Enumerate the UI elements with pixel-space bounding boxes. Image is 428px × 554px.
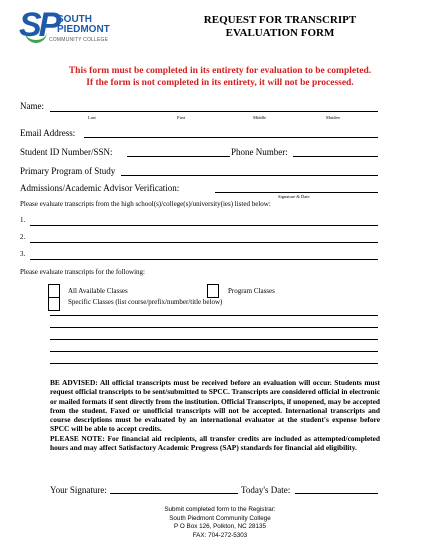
name-part-maiden: Maiden <box>326 115 340 120</box>
warning-line1: This form must be completed in its entirety for evaluation to be completed. <box>68 66 372 76</box>
all-classes-label: All Available Classes <box>68 287 128 295</box>
course-field-2[interactable] <box>50 327 378 328</box>
footer-line4: FAX: 704-272-5303 <box>192 531 248 539</box>
course-field-5[interactable] <box>50 363 378 364</box>
logo-line2: PIEDMONT <box>57 24 110 35</box>
advisor-signature-field[interactable] <box>215 192 378 193</box>
college-logo <box>19 6 129 46</box>
name-label: Name: <box>20 101 44 111</box>
school-number-3: 3. <box>20 250 26 258</box>
phone-field[interactable] <box>293 156 378 157</box>
footer-line1: Submit completed form to the Registrar: <box>164 506 276 513</box>
your-signature-field[interactable] <box>110 493 238 494</box>
warning-line2: If the form is not completed in its entirety, it will not be processed. <box>86 78 354 88</box>
school-number-1: 1. <box>20 216 26 224</box>
footer-line3: P O Box 126, Polkton, NC 28135 <box>174 523 266 531</box>
email-field[interactable] <box>84 137 378 138</box>
todays-date-field[interactable] <box>295 493 378 494</box>
name-field[interactable] <box>50 111 378 112</box>
program-classes-label: Program Classes <box>228 287 275 295</box>
name-part-middle: Middle <box>253 115 266 120</box>
form-title <box>180 14 380 40</box>
specific-classes-checkbox[interactable] <box>48 297 60 311</box>
logo-line3: COMMUNITY COLLEGE <box>49 37 109 43</box>
student-id-label: Student ID Number/SSN: <box>20 147 113 157</box>
signature-date-caption: Signature & Date <box>278 194 310 199</box>
form-title-line1: REQUEST FOR TRANSCRIPT <box>203 14 357 26</box>
form-title-line2: EVALUATION FORM <box>225 27 335 39</box>
specific-classes-label: Specific Classes (list course/prefix/number/title below) <box>68 298 223 306</box>
your-signature-label: Your Signature: <box>50 485 107 495</box>
name-part-first: First <box>177 115 186 120</box>
email-label: Email Address: <box>20 128 76 138</box>
school-number-2: 2. <box>20 233 26 241</box>
program-classes-checkbox[interactable] <box>207 284 219 298</box>
advisor-label: Admissions/Academic Advisor Verification: <box>20 183 180 193</box>
logo-monogram: SP <box>19 6 59 44</box>
classes-prompt: Please evaluate transcripts for the following: <box>20 268 145 276</box>
course-field-1[interactable] <box>50 315 378 316</box>
phone-label: Phone Number: <box>231 147 288 157</box>
schools-prompt: Please evaluate transcripts from the high school(s)/college(s)/university(ies) listed below: <box>20 200 271 208</box>
school-field-3[interactable] <box>30 259 378 260</box>
footer-line2: South Piedmont Community College <box>169 514 271 522</box>
logo-line1: SOUTH <box>57 14 92 25</box>
completion-warning <box>20 65 420 89</box>
please-note-text: PLEASE NOTE: For financial aid recipients, all transfer credits are included as attempted/completed hours and may affect Satisfactory Academic Progress (SAP) standards for financial aid eligibility. <box>50 433 380 453</box>
school-field-2[interactable] <box>30 242 378 243</box>
program-field[interactable] <box>121 175 378 176</box>
all-classes-checkbox[interactable] <box>48 284 60 298</box>
submission-footer <box>120 506 320 540</box>
student-id-field[interactable] <box>127 156 230 157</box>
advisory-notice <box>50 378 380 452</box>
be-advised-text: BE ADVISED: All official transcripts must be received before an evaluation will occur. Students must request official transcripts to be sent/submitted to SPCC. Transcripts are considered official in electronic or mailed formats if sent directly from the institution. Official Transcripts, if unopened, may be accepted from the student. Faxed or unofficial transcripts will not be accepted. International transcripts and course descriptions must be evaluated by an international evaluator at the student's expense before SPCC will be able to accept credits. <box>50 378 380 434</box>
program-label: Primary Program of Study <box>20 166 116 176</box>
course-field-3[interactable] <box>50 339 378 340</box>
name-part-last: Last <box>88 115 96 120</box>
todays-date-label: Today's Date: <box>241 485 291 495</box>
school-field-1[interactable] <box>30 225 378 226</box>
course-field-4[interactable] <box>50 351 378 352</box>
